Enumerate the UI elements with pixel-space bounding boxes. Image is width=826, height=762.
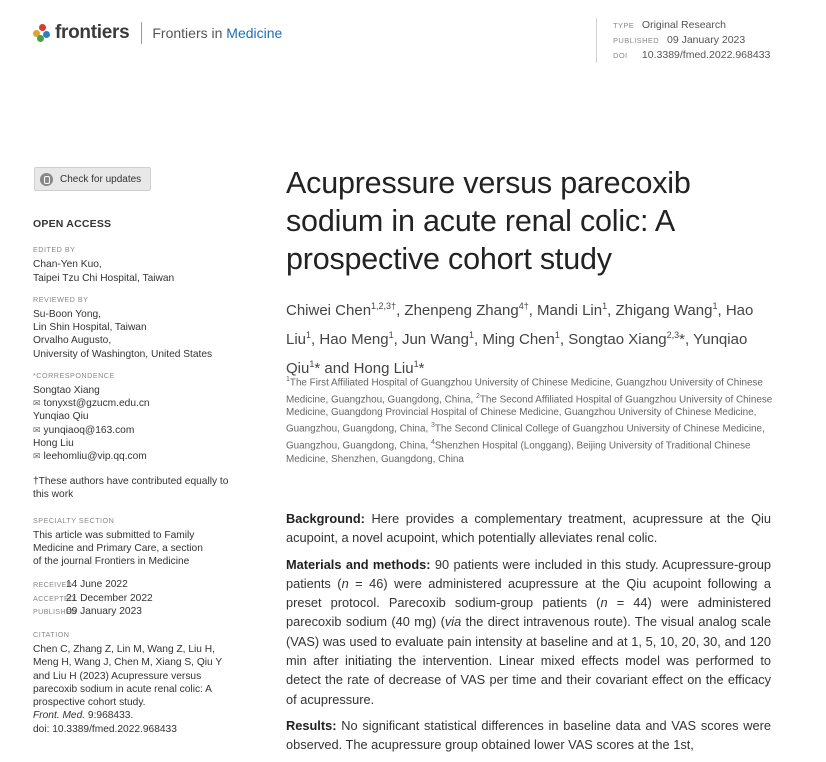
sidebar [33, 218, 233, 744]
author-name[interactable]: Hao Meng [319, 331, 389, 348]
author-name[interactable]: Hong Liu [353, 360, 414, 377]
author-affiliation-marker: 1 [554, 330, 560, 340]
author-name[interactable]: Songtao Xiang [568, 331, 667, 348]
author-list: Chiwei Chen$^{1,2,3\dagger}$, Zhenpeng Zhang$^{4\dagger}$, Mandi Lin$^1$, Zhigang Wang$^1$, Hao Liu$^1$, Hao Meng$^1$, Jun Wang$^1$, Ming Chen$^1$, Songtao Xiang$^{2,3}$*, Yunqiao Qiu$^1$* and Hong Liu$^1$* [286, 301, 754, 377]
author-affiliation-marker: 1 [309, 359, 315, 369]
frontiers-logo-icon [33, 22, 51, 44]
author-name[interactable]: Chiwei Chen [286, 302, 372, 319]
author-name[interactable]: Hao Liu [286, 302, 754, 348]
journal-name[interactable]: Frontiers in Medicine [152, 25, 283, 41]
abstract-background: Background: Here provides a complementary treatment, acupressure at the Qiu acupoint, a novel acupoint, which potentially alleviates renal colic. [286, 511, 771, 546]
affiliation-text: The First Affiliated Hospital of Guangzhou University of Chinese Medicine, Guangzhou University of Chinese Medicine, Guangzhou, Guangdong, China, [286, 377, 763, 405]
abstract [286, 509, 771, 762]
email-link[interactable]: ✉ yunqiaoq@163.com [33, 424, 233, 437]
abstract-results: Results: No significant statistical differences in baseline data and VAS scores were observed. The acupressure group obtained lower VAS scores at the 1st, [286, 717, 772, 753]
author-affiliation-marker: 1 [388, 330, 394, 340]
email-link[interactable]: ✉ tonyxst@gzucm.edu.cn [33, 397, 233, 410]
affiliation-text: The Second Affiliated Hospital of Guangzhou University of Chinese Medicine, Guangdong Provincial Hospital of Chinese Medicine, Guangzhou University of Chinese Medicine, Guangzhou, Guangdong, China, [286, 393, 773, 435]
equal-contribution-note: †These authors have contributed equally to this work [33, 476, 229, 501]
author-name[interactable]: Ming Chen [482, 331, 555, 348]
article-meta: TYPE Original Research PUBLISHED 09 January 2023 DOI 10.3389/fmed.2022.968433 [596, 18, 770, 63]
reviewed-by-section: REVIEWED BY Su-Boon Yong, Lin Shin Hospital, Taiwan Orvalho Augusto, University of Washington, United States [33, 294, 213, 360]
author-affiliation-marker: 1 [306, 330, 312, 340]
update-icon [40, 173, 53, 186]
author-name[interactable]: Mandi Lin [537, 302, 603, 319]
citation-doi[interactable]: doi: 10.3389/fmed.2022.968433 [33, 723, 177, 735]
author-affiliation-marker: 4† [518, 301, 529, 311]
author-name[interactable]: Yunqiao Qiu [286, 331, 748, 377]
article-type: Original Research [641, 19, 726, 31]
check-for-updates-button[interactable]: Check for updates [34, 167, 151, 191]
affiliation-marker: 1 [286, 376, 290, 383]
author-name[interactable]: Zhenpeng Zhang [404, 302, 519, 319]
affiliation-marker: 4 [430, 439, 435, 447]
author-affiliation-marker: 1 [712, 301, 718, 311]
author-affiliation-marker: 1 [602, 301, 608, 311]
dates-section: RECEIVED 14 June 2022 ACCEPTED 21 December 2022 PUBLISHED 09 January 2023 [33, 579, 153, 617]
affiliation-text: Shenzhen Hospital (Longgang), Beijing University of Traditional Chinese Medicine, Shenzhen, Guangdong, China [286, 440, 751, 465]
author-affiliation-marker: 1 [413, 359, 419, 369]
edited-by-section: EDITED BY Chan-Yen Kuo, Taipei Tzu Chi Hospital, Taiwan [33, 245, 175, 284]
affiliation-marker: 3 [430, 422, 435, 430]
author-affiliation-marker: 2,3 [666, 330, 680, 340]
doi-link[interactable]: 10.3389/fmed.2022.968433 [641, 49, 771, 61]
author-affiliation-marker: 1 [468, 330, 474, 340]
logo-divider [141, 22, 142, 44]
email-link[interactable]: ✉ leehomliu@vip.qq.com [33, 450, 233, 463]
correspondence-section: *CORRESPONDENCE Songtao Xiang ✉ tonyxst@gzucm.edu.cn Yunqiao Qiu ✉ yunqiaoq@163.com Hong Liu ✉ leehomliu@vip.qq.com [33, 369, 233, 463]
affiliations [286, 373, 776, 466]
author-name[interactable]: Jun Wang [401, 331, 469, 348]
author-name[interactable]: Zhigang Wang [615, 302, 713, 319]
article-title: Acupressure versus parecoxib sodium in acute renal colic: A prospective cohort study [286, 166, 691, 276]
affiliation-marker: 2 [475, 392, 480, 400]
citation-section: CITATION Chen C, Zhang Z, Lin M, Wang Z, Liu H, Meng H, Wang J, Chen M, Xiang S, Qiu Y and Liu H (2023) Acupressure versus parecoxib sodium in acute renal colic: A prospective cohort study. Front. Med. 9:968433. doi: 10.3389/fmed.2022.968433 [33, 628, 233, 736]
author-affiliation-marker: 1,2,3† [371, 301, 397, 311]
open-access-label: OPEN ACCESS [33, 218, 112, 230]
specialty-section: SPECIALTY SECTION This article was submitted to Family Medicine and Primary Care, a section of the journal Frontiers in Medicine [33, 515, 203, 568]
publish-date: 09 January 2023 [667, 34, 746, 46]
abstract-methods: Materials and methods: 90 patients were included in this study. Acupressure-group patients (n = 46) were administered acupressure at the Qiu acupoint following a preset protocol. Parecoxib sodium-group patients (n = 44) were administered parecoxib sodium (40 mg) (via the direct intravenous route). The visual analog scale (VAS) was used to evaluate pain intensity at baseline and at 1, 5, 10, 20, 30, and 120 min after initiating the intervention. Linear mixed effects model was performed to detect the rate of decrease of VAS per time and their covariant effect on the efficacy of acupressure. [286, 556, 771, 707]
affiliation-text: The Second Clinical College of Guangzhou University of Chinese Medicine, Guangzhou, Guangdong, China, [286, 423, 765, 452]
brand-name: frontiers [55, 22, 130, 43]
frontiers-logo[interactable] [33, 22, 282, 44]
